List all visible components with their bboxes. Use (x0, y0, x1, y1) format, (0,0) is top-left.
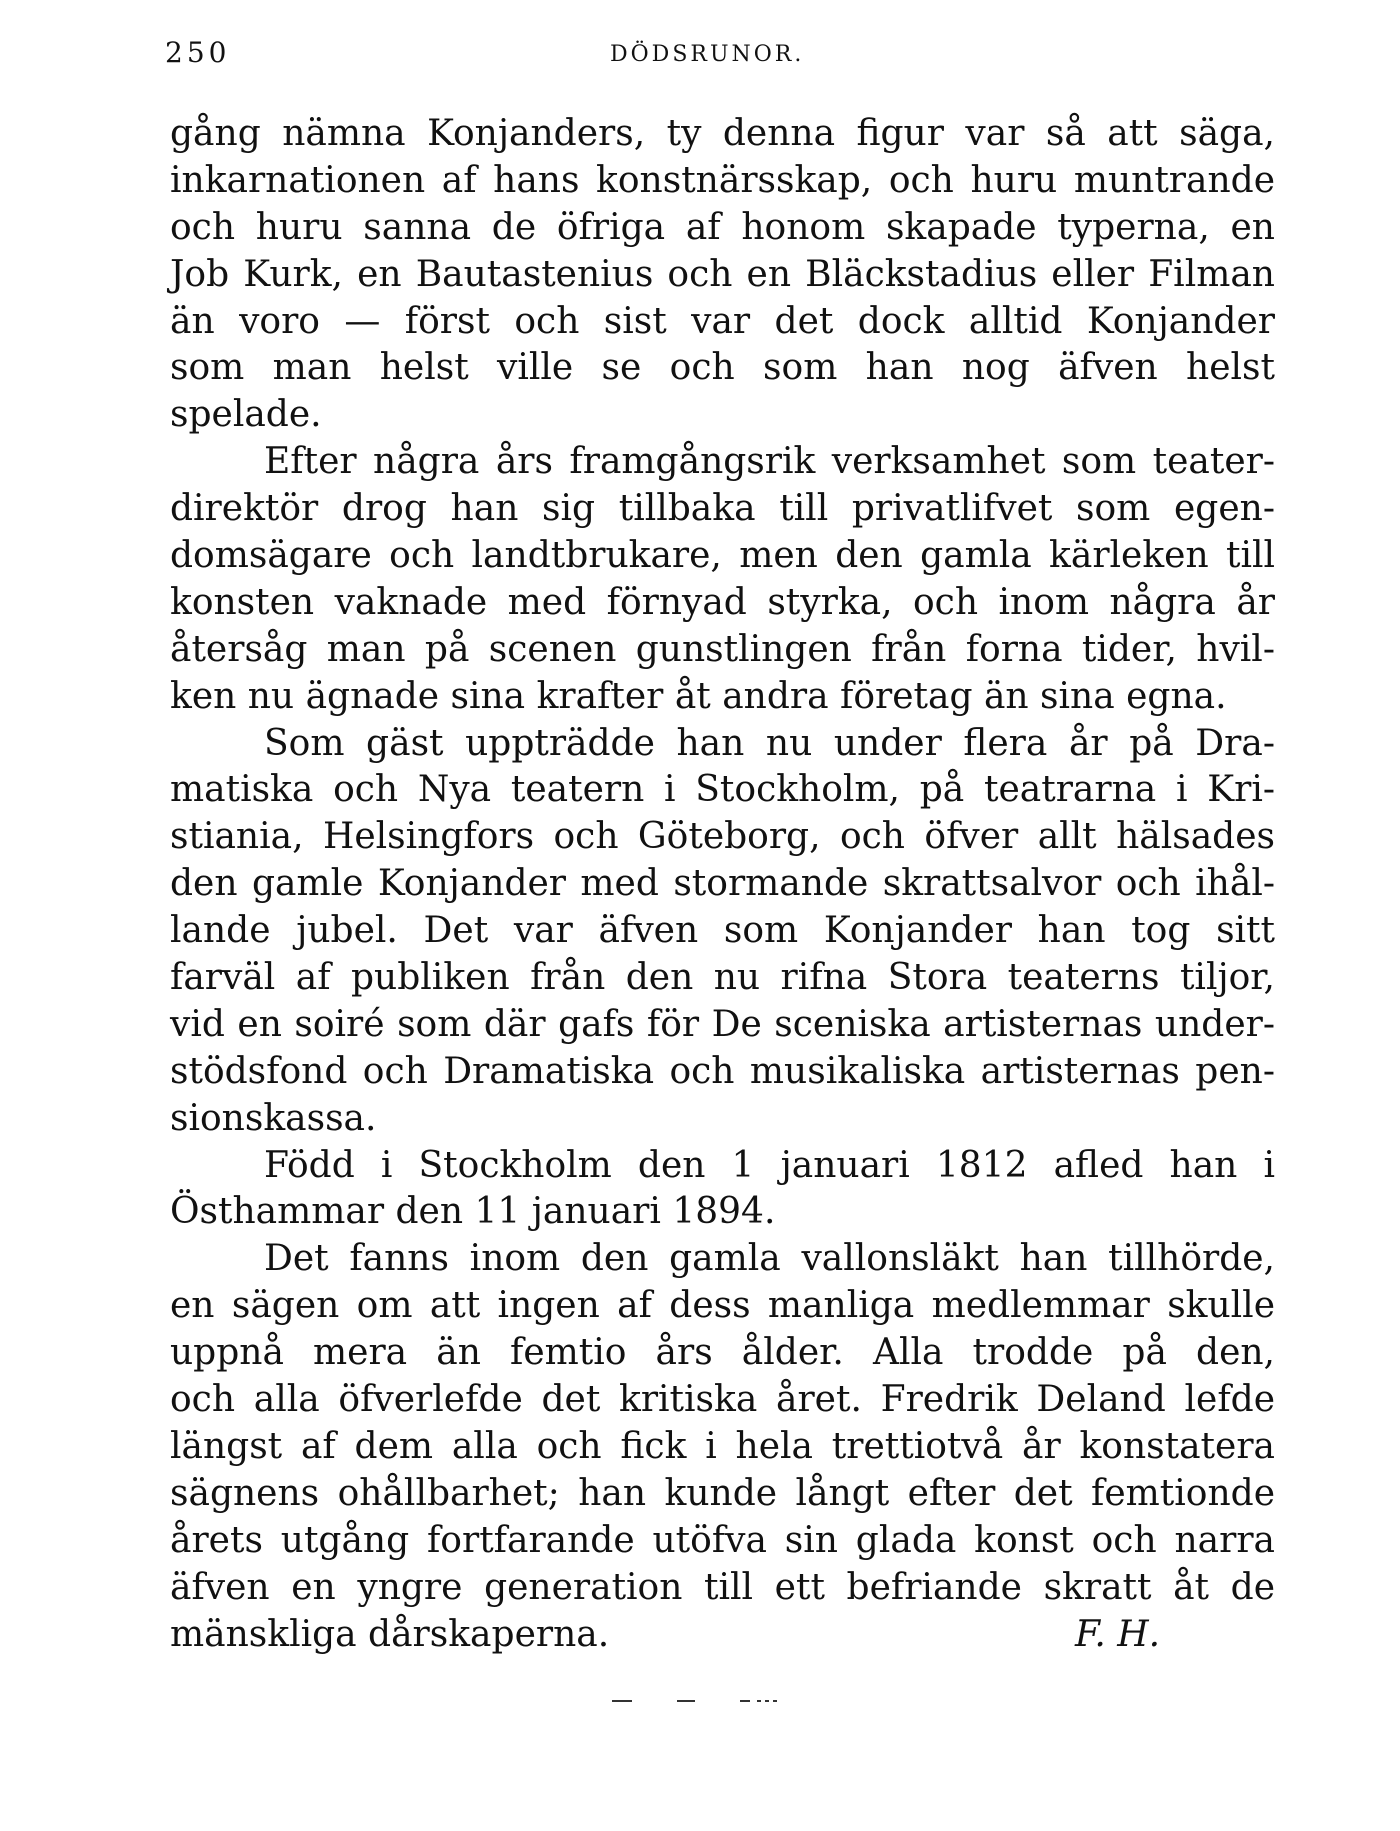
running-title: DÖDSRUNOR. (610, 42, 805, 67)
text-line: årets utgång fortfarande utöfva sin glada konst och narra (170, 1519, 1275, 1561)
text-line: vid en soiré som där gafs för De sceniska artisternas under- (170, 1003, 1275, 1045)
text-line: den gamle Konjander med stormande skrattsalvor och ihål- (170, 863, 1275, 905)
text-line: återsåg man på scenen gunstlingen från forna tider, hvil- (170, 628, 1275, 670)
page-number: 250 (165, 36, 231, 69)
text-line: ken nu ägnade sina krafter åt andra företag än sina egna. (170, 675, 1227, 717)
text-line: som man helst ville se och som han nog äfven helst (170, 347, 1275, 389)
text-line: stödsfond och Dramatiska och musikaliska artisternas pen- (170, 1050, 1275, 1092)
text-line: stiania, Helsingfors och Göteborg, och öfver allt hälsades (170, 816, 1275, 858)
page-header (165, 36, 1270, 76)
text-line: en sägen om att ingen af dess manliga medlemmar skulle (170, 1285, 1275, 1327)
text-line: och alla öfverlefde det kritiska året. Fredrik Deland lefde (170, 1379, 1275, 1421)
text-line: lande jubel. Det var äfven som Konjander han tog sitt (170, 910, 1275, 952)
end-ornament (612, 1700, 812, 1710)
final-text: mänskliga dårskaperna. (170, 1613, 610, 1655)
text-line: matiska och Nya teatern i Stockholm, på teatrarna i Kri- (170, 769, 1275, 811)
text-line: uppnå mera än femtio års ålder. Alla trodde på den, (170, 1332, 1275, 1374)
text-line: domsägare och landtbrukare, men den gamla kärleken till (170, 535, 1275, 577)
text-line: konsten vaknade med förnyad styrka, och inom några år (170, 581, 1275, 623)
text-line: Det fanns inom den gamla vallonsläkt han tillhörde, (264, 1238, 1275, 1280)
text-line: inkarnationen af hans konstnärsskap, och huru muntrande (170, 159, 1275, 201)
author-signature: F. H. (1075, 1613, 1161, 1655)
article-body (170, 111, 1275, 1658)
text-line: farväl af publiken från den nu rifna Stora teaterns tiljor, (170, 957, 1275, 999)
text-line: sionskassa. (170, 1097, 377, 1139)
text-line: Född i Stockholm den 1 januari 1812 afled han i (264, 1144, 1275, 1186)
text-line: än voro — först och sist var det dock alltid Konjander (170, 300, 1275, 342)
text-line: och huru sanna de öfriga af honom skapade typerna, en (170, 206, 1275, 248)
text-line: sägnens ohållbarhet; han kunde långt efter det femtionde (170, 1472, 1275, 1514)
text-line: äfven en yngre generation till ett befriande skratt åt de (170, 1566, 1275, 1608)
text-line: Som gäst uppträdde han nu under flera år på Dra- (264, 722, 1275, 764)
text-line: längst af dem alla och fick i hela trettiotvå år konstatera (170, 1425, 1275, 1467)
text-line: Efter några års framgångsrik verksamhet som teater- (264, 441, 1275, 483)
text-line: gång nämna Konjanders, ty denna figur var så att säga, (170, 113, 1275, 154)
text-line: Job Kurk, en Bautastenius och en Bläckstadius eller Filman (170, 253, 1275, 295)
text-line: Östhammar den 11 januari 1894. (170, 1191, 776, 1233)
text-line: spelade. (170, 394, 322, 436)
text-line: direktör drog han sig tillbaka till privatlifvet som egen- (170, 488, 1275, 530)
text-line-final (170, 1612, 1275, 1659)
